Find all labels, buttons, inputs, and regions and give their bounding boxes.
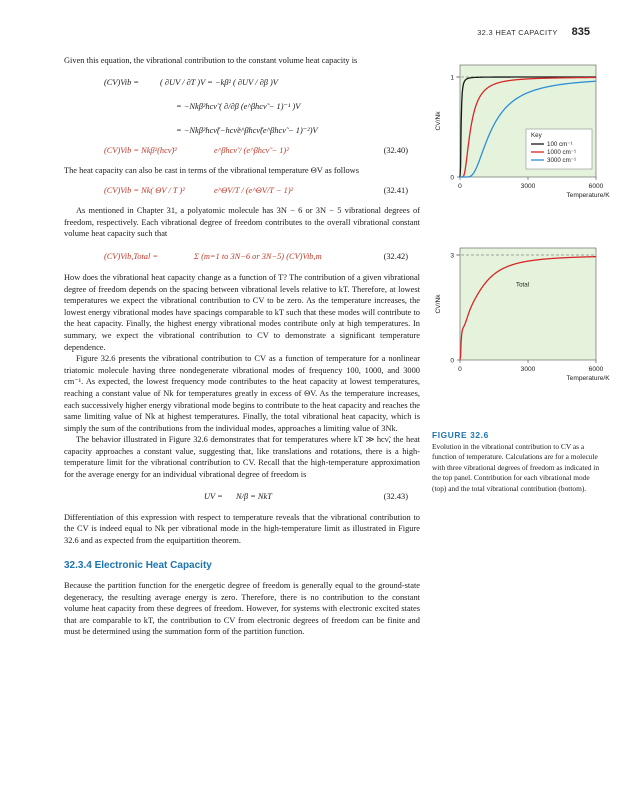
equation-32-41: (CV)Vib = Nk( ΘV / T )² e^ΘV/T / (e^ΘV/T − 1)² (32.41) [104, 186, 408, 196]
x-tick-label: 0 [458, 366, 462, 373]
equation-32-42: (CV)Vib,Total = Σ (m=1 to 3N−6 or 3N−5) (CV)Vib,m (32.42) [104, 251, 408, 261]
y-tick-label: 0 [450, 174, 454, 182]
equation-line-3: = −Nkβ²hcν̃(−hcν̃e^βhcν̃(e^βhcν̃ − 1)⁻²)V [176, 125, 318, 135]
legend-label-0: 100 cm⁻¹ [547, 141, 573, 148]
x-tick-label: 0 [458, 183, 462, 190]
figure-caption [432, 430, 602, 494]
paragraph-temperature-dependence: How does the vibrational heat capacity change as a function of T? The contribution of a given vibrational degree of freedom depends on the spacing between vibrational levels relative to kT. Therefore, at lowest temperatures we expect the vibrational contribution to CV to be zero. As the temperature increases, the lowest energy vibrational modes have spacings comparable to kT such that these modes will contribute to the heat capacity. Finally, the highest energy vibrational modes contribute only at high temperatures. In summary, we expect the vibrational contribution to CV to demonstrate a significant temperature dependence. [64, 272, 420, 352]
paragraph-differentiation: Differentiation of this expression with respect to temperature reveals that the vibrational contribution to the CV is indeed equal to Nk per vibrational mode in the high-temperature limit as illustrated in Figure 32.6 and as expected from the equipartition theorem. [64, 512, 420, 545]
equation-32-43: UV = N/β = NkT (32.43) [204, 491, 408, 501]
x-axis-label: Temperature/K [566, 192, 610, 199]
legend-label-2: 3000 cm⁻¹ [547, 157, 577, 164]
plot-area [460, 248, 596, 360]
intro-paragraph: Given this equation, the vibrational contribution to the constant volume heat capacity is [64, 56, 358, 65]
figure-top-panel [432, 55, 610, 215]
x-tick-label: 3000 [520, 366, 536, 373]
equation-number: (32.42) [383, 251, 408, 261]
figure-caption-text: Evolution in the vibrational contribution to CV as a function of temperature. Calculations are for a molecule with three vibrational degrees of freedom as indicated in the top panel. Contribution for each vibrational mode (top) and the total vibrational contribution (bottom). [432, 441, 600, 493]
equation-32-40: (CV)Vib = Nkβ²(hcν̃)² e^βhcν̃ / (e^βhcν̃ − 1)² (32.40) [104, 145, 408, 155]
equation-number: (32.40) [383, 145, 408, 155]
paragraph-high-temperature: The behavior illustrated in Figure 32.6 demonstrates that for temperatures where kT ≫ hcν̃, the heat capacity approaches a constant value, suggesting that, like translations and rotations, there is a high-temperature limit for the vibrational contribution to CV. Recall that the high-temperature approximation for the average energy for an individual vibrational degree of freedom is [64, 435, 420, 480]
equation-line-1: (CV)Vib = ( ∂UV / ∂T )V = −kβ² ( ∂UV / ∂β )V [104, 77, 278, 87]
chart-total-contribution [432, 238, 610, 398]
equation-line-2: = −Nkβ²hcν̃ ( ∂/∂β (e^βhcν̃ − 1)⁻¹ )V [176, 101, 301, 111]
section-header: 32.3 HEAT CAPACITY [477, 28, 558, 37]
series-label-0: Total [516, 281, 530, 289]
figure-bottom-panel [432, 238, 610, 398]
equation-number: (32.43) [383, 491, 408, 501]
chart-mode-contributions [432, 55, 610, 215]
running-head [477, 26, 590, 38]
paragraph-polyatomic: As mentioned in Chapter 31, a polyatomic molecule has 3N − 6 or 3N − 5 vibrational degrees of freedom, respectively. Each vibrational degree of freedom contributes to the overall vibrational constant volume heat capacity such that [64, 206, 420, 239]
figure-label: FIGURE 32.6 [432, 430, 489, 440]
legend-title: Key [531, 132, 542, 139]
y-axis-label: CV/Nk [435, 294, 442, 314]
x-tick-label: 6000 [588, 183, 604, 190]
y-axis-label: CV/Nk [435, 111, 442, 131]
y-tick-label: 0 [450, 357, 454, 365]
x-axis-label: Temperature/K [566, 375, 610, 382]
paragraph-theta: The heat capacity can also be cast in terms of the vibrational temperature ΘV as follows [64, 165, 359, 175]
legend-label-1: 1000 cm⁻¹ [547, 149, 577, 156]
y-tick-label: 1 [450, 74, 454, 82]
y-tick-label: 3 [450, 252, 454, 260]
section-heading: 32.3.4 Electronic Heat Capacity [64, 560, 212, 572]
paragraph-figure-discussion: Figure 32.6 presents the vibrational contribution to CV as a function of temperature for a nonlinear triatomic molecule having three nondegenerate vibrational modes of frequency 100, 1000, and 3000 cm⁻¹. As expected, the lowest frequency mode contributes to the heat capacity at lowest temperatures, reaching a constant value of Nk for temperatures greatly in excess of ΘV. As the temperature increases, each successively higher energy vibrational mode begins to contribute to the heat capacity and reaches the same limiting value of Nk at highest temperatures. Finally, the total vibrational heat capacity, which is simply the sum of the contributions from the individual modes, approaches a limiting value of 3Nk. [64, 354, 420, 433]
page-number: 835 [571, 26, 590, 38]
x-tick-label: 6000 [588, 366, 604, 373]
x-tick-label: 3000 [520, 183, 536, 190]
paragraph-electronic: Because the partition function for the energetic degree of freedom is generally equal to the ground-state degeneracy, the resulting average energy is zero. Therefore, there is no contribution to the constant volume heat capacity from these degrees of freedom. However, for systems with electronic excited states that are comparable to kT, the contribution to CV from electronic degrees of freedom can be finite and must be determined using the summation form of the partition function. [64, 581, 420, 637]
equation-number: (32.41) [383, 186, 408, 196]
main-text-column [64, 55, 420, 638]
